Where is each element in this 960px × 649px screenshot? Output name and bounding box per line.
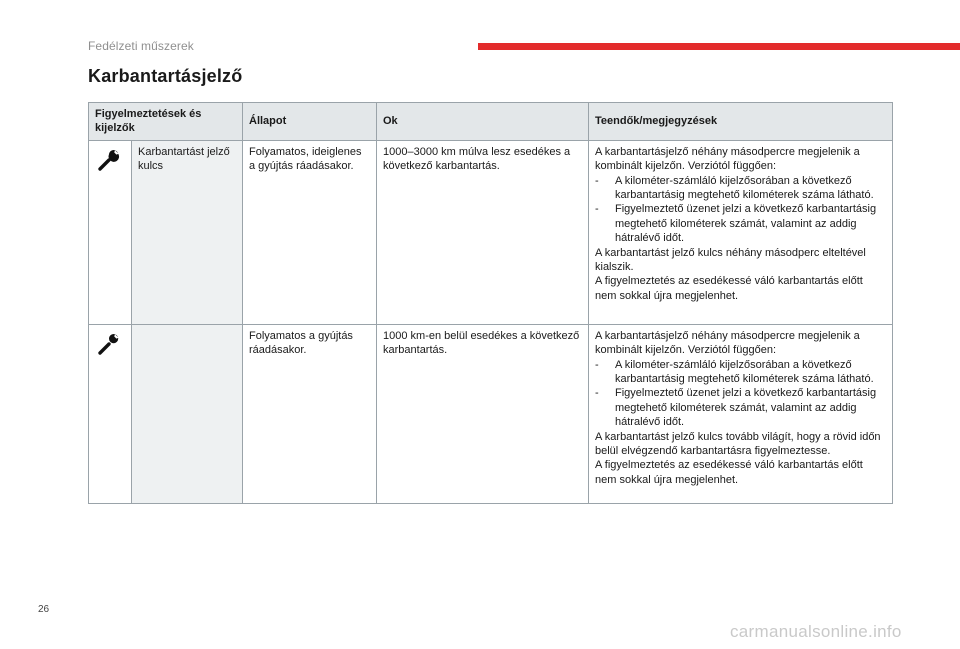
- notes-paragraph: A karbantartást jelző kulcs tovább világít, hogy a rövid időn belül elvégzendő karbantartásra figyelmeztesse.: [595, 430, 881, 458]
- notes-list: [595, 358, 886, 430]
- column-header: Figyelmeztetések és kijelzők: [89, 103, 243, 141]
- section-header: Fedélzeti műszerek: [88, 39, 194, 53]
- cause-cell: 1000–3000 km múlva lesz esedékes a következő karbantartás.: [377, 140, 589, 324]
- notes-intro: A karbantartásjelző néhány másodpercre megjelenik a kombinált kijelzőn. Verziótól függően:: [595, 145, 860, 173]
- column-header: Ok: [377, 103, 589, 141]
- list-item: - Figyelmeztető üzenet jelzi a következő karbantartásig megtehető kilométerek számát, valamint az addig hátralévő időt.: [595, 387, 877, 429]
- notes-intro: A karbantartásjelző néhány másodpercre megjelenik a kombinált kijelzőn. Verziótól függően:: [595, 329, 860, 357]
- header-accent-bar: [478, 43, 960, 50]
- watermark: carmanualsonline.info: [730, 622, 902, 641]
- notes-cell: [589, 324, 893, 503]
- notes-paragraph: A figyelmeztetés az esedékessé váló karbantartás előtt nem sokkal újra megjelenhet.: [595, 275, 863, 302]
- wrench-icon: [95, 331, 121, 357]
- state-cell: Folyamatos a gyújtás ráadásakor.: [243, 324, 377, 503]
- wrench-icon: [95, 147, 121, 173]
- notes-cell: [589, 140, 893, 324]
- list-item-text: Figyelmeztető üzenet jelzi a következő karbantartásig megtehető kilométerek számát, valamint az addig hátralévő időt.: [615, 387, 877, 429]
- maintenance-table: [88, 102, 893, 504]
- icon-cell: [89, 140, 132, 324]
- notes-paragraph: A figyelmeztetés az esedékessé váló karbantartás előtt nem sokkal újra megjelenhet.: [595, 459, 863, 486]
- notes-list: [595, 174, 886, 246]
- page-number: 26: [38, 604, 50, 615]
- page-title: Karbantartásjelző: [88, 66, 243, 86]
- cause-cell: 1000 km-en belül esedékes a következő karbantartás.: [377, 324, 589, 503]
- state-cell: Folyamatos, ideiglenes a gyújtás ráadásakor.: [243, 140, 377, 324]
- indicator-name: Karbantartást jelző kulcs: [132, 140, 243, 324]
- list-item-text: Figyelmeztető üzenet jelzi a következő karbantartásig megtehető kilométerek számát, valamint az addig hátralévő időt.: [615, 203, 877, 245]
- list-item: - Figyelmeztető üzenet jelzi a következő karbantartásig megtehető kilométerek számát, valamint az addig hátralévő időt.: [595, 203, 877, 245]
- table-row: [89, 324, 893, 503]
- list-item: - A kilométer-számláló kijelzősorában a következő karbantartásig megtehető kilométerek száma látható.: [595, 174, 874, 202]
- column-header: Állapot: [243, 103, 377, 141]
- table-row: [89, 140, 893, 324]
- list-item: - A kilométer-számláló kijelzősorában a következő karbantartásig megtehető kilométerek száma látható.: [595, 358, 874, 386]
- list-item-text: A kilométer-számláló kijelzősorában a következő karbantartásig megtehető kilométerek száma látható.: [615, 358, 874, 386]
- indicator-name: [132, 324, 243, 503]
- icon-cell: [89, 324, 132, 503]
- column-header: Teendők/megjegyzések: [589, 103, 893, 141]
- table-header-row: [89, 103, 893, 141]
- notes-paragraph: A karbantartást jelző kulcs néhány másodperc elteltével kialszik.: [595, 246, 866, 274]
- list-item-text: A kilométer-számláló kijelzősorában a következő karbantartásig megtehető kilométerek száma látható.: [615, 174, 874, 202]
